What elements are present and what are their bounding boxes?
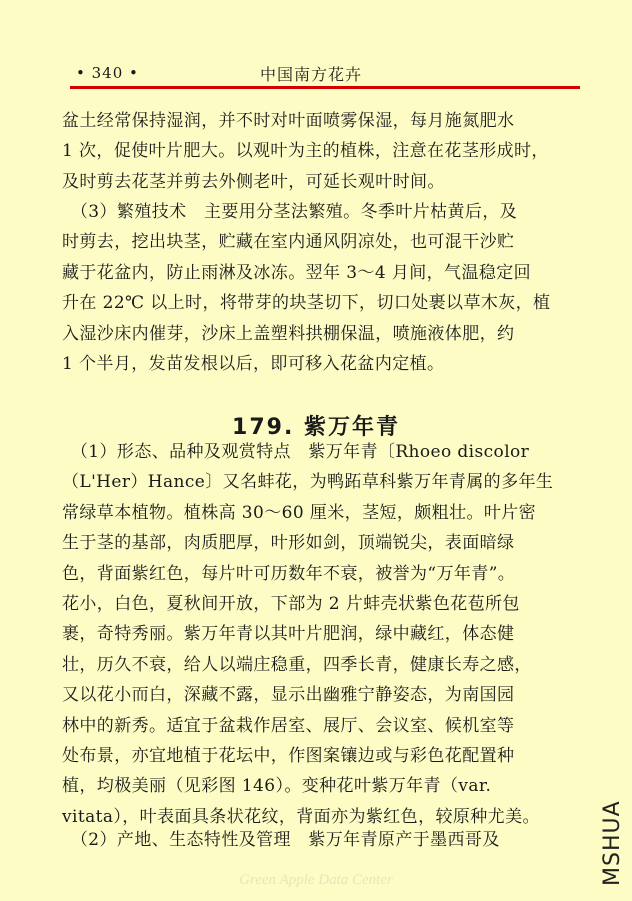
text-line: 林中的新秀。适宜于盆栽作居室、展厅、会议室、候机室等	[62, 715, 515, 736]
paragraph-morphology	[62, 437, 582, 832]
text-line: 常绿草本植物。植株高 30～60 厘米，茎短，颇粗壮。叶片密	[62, 502, 537, 523]
text-line: 植，均极美丽（见彩图 146）。变种花叶紫万年青（var.	[62, 776, 492, 797]
text-line: 1 个半月，发苗发根以后，即可移入花盆内定植。	[62, 354, 445, 375]
text-line: 色，背面紫红色，每片叶可历数年不衰，被誉为“万年青”。	[62, 563, 516, 584]
text-line: 盆土经常保持湿润，并不时对叶面喷雾保湿，每月施氮肥水	[62, 111, 515, 131]
text-line: vitata），叶表面具条状花纹，背面亦为紫红色，较原种尤美。	[62, 806, 540, 827]
text-line: 又以花小而白，深藏不露，显示出幽雅宁静姿态，为南国园	[62, 685, 515, 706]
text-line: 壮，历久不衰，给人以端庄稳重，四季长青，健康长寿之感，	[62, 654, 532, 675]
paragraph-propagation	[62, 197, 582, 379]
text-line: 升在 22℃ 以上时，将带芽的块茎切下，切口处裹以草木灰，植	[62, 293, 551, 314]
text-line: 花小，白色，夏秋间开放，下部为 2 片蚌壳状紫色花苞所包	[62, 594, 520, 615]
text-line: 处布景，亦宜地植于花坛中，作图案镶边或与彩色花配置种	[62, 746, 515, 767]
text-line: 入湿沙床内催芽，沙床上盖塑料拱棚保温，喷施液体肥，约	[62, 323, 515, 344]
paragraph-1	[62, 106, 582, 197]
text-line: 藏于花盆内，防止雨淋及冰冻。翌年 3～4 月间，气温稳定回	[62, 262, 532, 283]
text-line: （2）产地、生态特性及管理 紫万年青原产于墨西哥及	[62, 830, 500, 850]
text-line: 1 次，促使叶片肥大。以观叶为主的植株，注意在花茎形成时，	[62, 141, 549, 162]
footer-watermark: Green Apple Data Center	[239, 872, 393, 888]
running-title: 中国南方花卉	[260, 65, 363, 84]
page-number: • 340 •	[76, 64, 139, 82]
page-header	[70, 62, 580, 84]
paragraph-origin	[62, 825, 582, 855]
text-line: （L'Her）Hance〕又名蚌花，为鸭跖草科紫万年青属的多年生	[62, 472, 554, 493]
section-title: 179. 紫万年青	[232, 415, 400, 441]
text-line: 裹，奇特秀丽。紫万年青以其叶片肥润，绿中藏红，体态健	[62, 624, 515, 645]
text-line: （3）繁殖技术 主要用分茎法繁殖。冬季叶片枯黄后，及	[62, 202, 518, 222]
text-line: 生于茎的基部，肉质肥厚，叶形如剑，顶端锐尖，表面暗绿	[62, 533, 515, 554]
text-line: 时剪去，挖出块茎，贮藏在室内通风阴凉处，也可混干沙贮	[62, 232, 515, 253]
text-line: （1）形态、品种及观赏特点 紫万年青〔Rhoeo discolor	[62, 442, 530, 462]
side-watermark: MSHUA	[600, 800, 625, 886]
header-rule	[70, 86, 580, 89]
text-line: 及时剪去花茎并剪去外侧老叶，可延长观叶时间。	[62, 171, 445, 192]
